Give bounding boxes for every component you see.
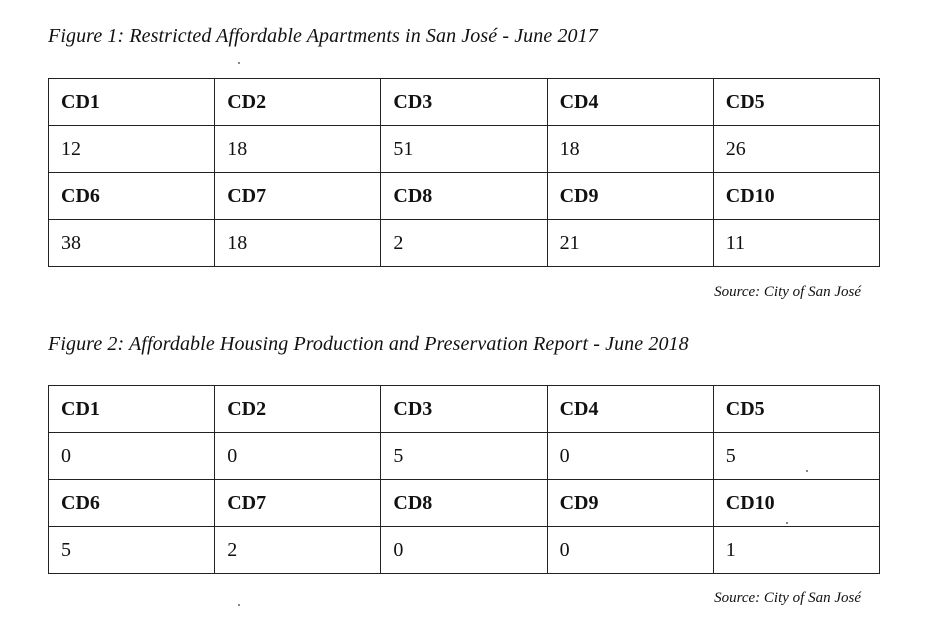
table-header-cell: CD10 — [713, 480, 879, 527]
table-cell: 0 — [547, 527, 713, 574]
scan-speck — [238, 604, 240, 606]
table-row — [49, 126, 880, 173]
table-header-cell: CD6 — [49, 173, 215, 220]
table-header-cell: CD2 — [215, 79, 381, 126]
table-cell: 5 — [49, 527, 215, 574]
scan-speck — [786, 522, 788, 524]
scan-speck — [238, 62, 240, 64]
table-header-row — [49, 480, 880, 527]
table-row — [49, 433, 880, 480]
table-cell: 0 — [215, 433, 381, 480]
table-cell: 2 — [215, 527, 381, 574]
table-header-cell: CD6 — [49, 480, 215, 527]
table-header-cell: CD7 — [215, 173, 381, 220]
table-header-cell: CD5 — [713, 386, 879, 433]
table-header-cell: CD3 — [381, 79, 547, 126]
table-header-row — [49, 79, 880, 126]
table-header-row — [49, 386, 880, 433]
table-cell: 2 — [381, 220, 547, 267]
table-cell: 18 — [547, 126, 713, 173]
table-header-cell: CD4 — [547, 386, 713, 433]
figure1-table — [48, 78, 880, 267]
table-cell: 21 — [547, 220, 713, 267]
table-cell: 1 — [713, 527, 879, 574]
table-row — [49, 220, 880, 267]
table-header-cell: CD3 — [381, 386, 547, 433]
table-header-cell: CD1 — [49, 79, 215, 126]
table-cell: 0 — [49, 433, 215, 480]
table-header-cell: CD2 — [215, 386, 381, 433]
table-cell: 11 — [713, 220, 879, 267]
table-cell: 12 — [49, 126, 215, 173]
table-cell: 0 — [381, 527, 547, 574]
table-row — [49, 527, 880, 574]
table-cell: 18 — [215, 126, 381, 173]
table-cell: 26 — [713, 126, 879, 173]
table-header-cell: CD7 — [215, 480, 381, 527]
table-cell: 5 — [381, 433, 547, 480]
table-header-row — [49, 173, 880, 220]
figure2-caption: Figure 2: Affordable Housing Production and Preservation Report - June 2018 — [48, 333, 689, 355]
scan-speck — [806, 470, 808, 472]
table-header-cell: CD10 — [713, 173, 879, 220]
table-header-cell: CD9 — [547, 480, 713, 527]
table-header-cell: CD8 — [381, 480, 547, 527]
table-cell: 18 — [215, 220, 381, 267]
table-header-cell: CD1 — [49, 386, 215, 433]
table-cell: 0 — [547, 433, 713, 480]
table-header-cell: CD9 — [547, 173, 713, 220]
table-header-cell: CD5 — [713, 79, 879, 126]
figure2-source-note: Source: City of San José — [714, 590, 861, 606]
table-cell: 51 — [381, 126, 547, 173]
table-header-cell: CD8 — [381, 173, 547, 220]
table-header-cell: CD4 — [547, 79, 713, 126]
table-cell: 38 — [49, 220, 215, 267]
figure1-caption: Figure 1: Restricted Affordable Apartments in San José - June 2017 — [48, 25, 598, 47]
table-cell: 5 — [713, 433, 879, 480]
figure2-table — [48, 385, 880, 574]
figure1-source-note: Source: City of San José — [714, 284, 861, 300]
